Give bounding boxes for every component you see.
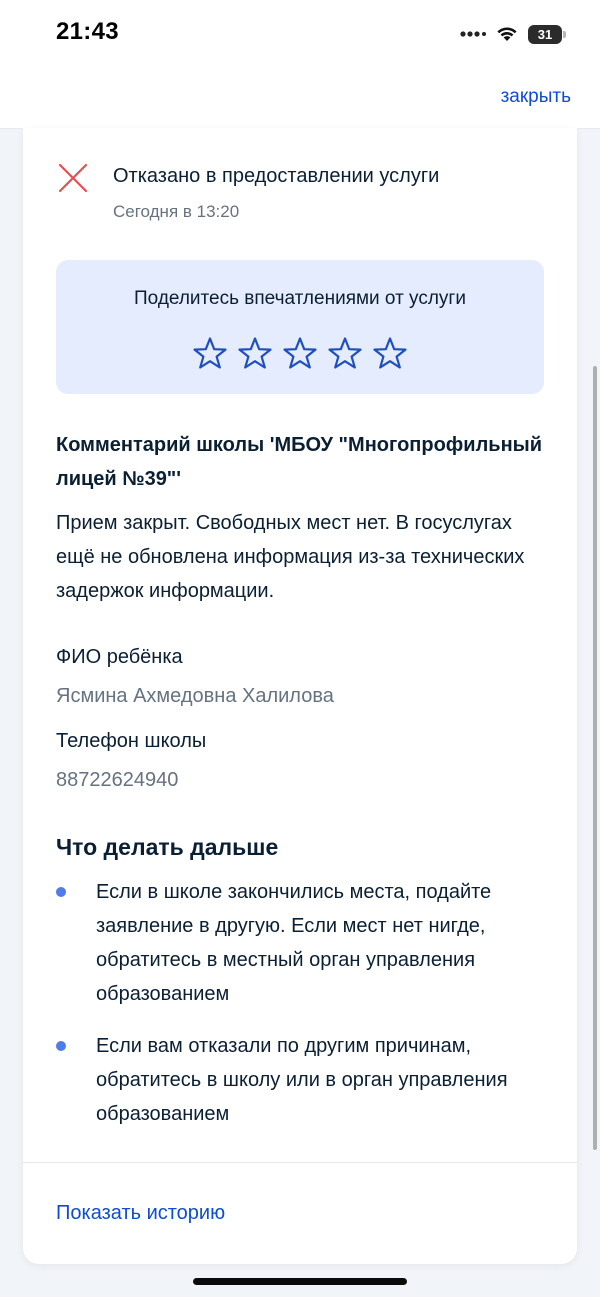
top-bar (0, 64, 600, 129)
star-rating (56, 336, 544, 372)
star-2-icon[interactable] (237, 336, 273, 372)
home-indicator (193, 1278, 407, 1285)
status-icons (460, 24, 562, 44)
wifi-icon (496, 26, 518, 42)
scrollbar[interactable] (593, 366, 597, 1150)
list-item-text: Если вам отказали по другим причинам, обратитесь в школу или в орган управления образованием (96, 1035, 508, 1125)
divider (23, 1162, 577, 1163)
battery-icon: 31 (528, 25, 562, 44)
comment-text: Прием закрыт. Свободных мест нет. В госуслугах ещё не обновлена информация из-за технических задержок информации. (56, 512, 525, 602)
show-history-link[interactable]: Показать историю (56, 1202, 226, 1224)
child-name-label: ФИО ребёнка (56, 646, 183, 668)
list-item-text: Если в школе закончились места, подайте заявление в другую. Если мест нет нигде, обратитесь в местный орган управления образованием (96, 881, 492, 1005)
cross-icon (57, 162, 89, 194)
service-card (23, 128, 577, 1264)
school-phone-label: Телефон школы (56, 730, 207, 752)
school-phone-value: 88722624940 (56, 769, 179, 791)
bullet-icon (56, 887, 66, 897)
star-5-icon[interactable] (372, 336, 408, 372)
status-bar (0, 0, 600, 64)
clock: 21:43 (56, 18, 119, 45)
close-button[interactable]: закрыть (500, 86, 571, 107)
next-steps-title: Что делать дальше (56, 834, 279, 860)
rating-prompt: Поделитесь впечатлениями от услуги (134, 288, 466, 309)
bullet-icon (56, 1041, 66, 1051)
star-3-icon[interactable] (282, 336, 318, 372)
star-4-icon[interactable] (327, 336, 363, 372)
signal-icon (460, 29, 486, 39)
star-1-icon[interactable] (192, 336, 228, 372)
status-time: Сегодня в 13:20 (113, 202, 240, 221)
comment-title: Комментарий школы 'МБОУ "Многопрофильный лицей №39"' (56, 434, 543, 490)
rating-panel (56, 260, 544, 394)
status-title: Отказано в предоставлении услуги (113, 165, 440, 187)
child-name-value: Ясмина Ахмедовна Халилова (56, 685, 334, 707)
